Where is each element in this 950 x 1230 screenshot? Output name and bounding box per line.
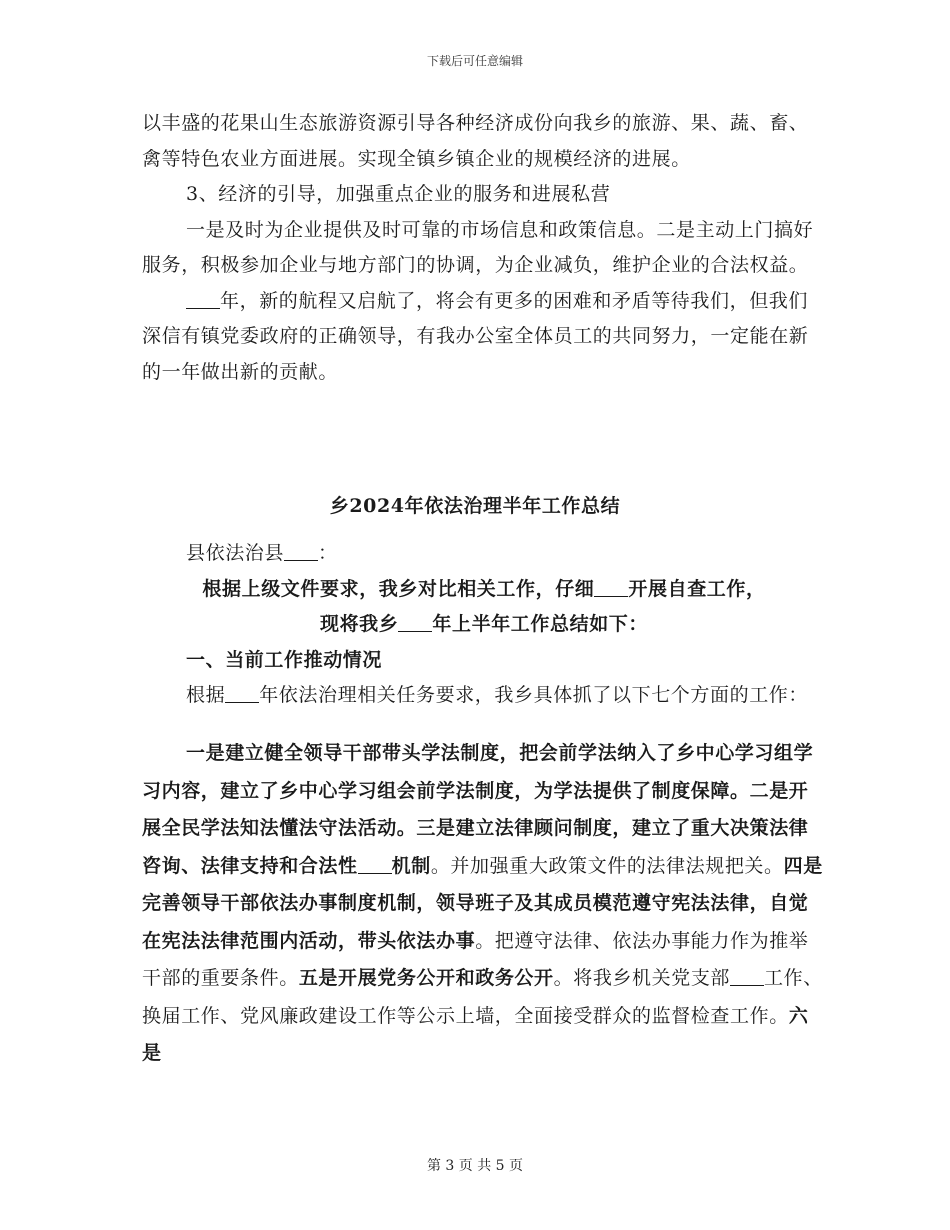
- section-intro: [142, 536, 826, 714]
- salutation: 县依法治县 ：: [186, 542, 338, 564]
- section-detail: [142, 735, 826, 1073]
- header-note: 下载后可任意编辑: [426, 54, 523, 68]
- page-number: 第 3 页 共 5 页: [426, 1158, 524, 1174]
- blank-line: [225, 684, 259, 703]
- blank-line: [730, 967, 764, 986]
- blank-line: [594, 578, 628, 597]
- paragraph: 根据 年依法治理相关任务要求，我乡具体抓了以下七个方面的工作：: [186, 684, 809, 706]
- paragraph: 年，新的航程又启航了，将会有更多的困难和矛盾等待我们，但我们深信有镇党委政府的正确领导，有我办公室全体员工的共同努力，一定能在新的一年做出新的贡献。: [142, 289, 809, 383]
- paragraph: 一是建立健全领导干部带头学法制度，把会前学法纳入了乡中心学习组学习内容，建立了乡中心学习组会前学法制度，为学法提供了制度保障。二是开展全民学法知法懂法守法活动。三是建立法律顾问制度，建立了重大决策法律咨询、法律支持和合法性 机制。并加强重大政策文件的法律法规把关。四是完善领导干部依法办事制度机制，领导班子及其成员模范遵守宪法法律，自觉在宪法法律范围内活动，带头依法办事。把遵守法律、依法办事能力作为推举干部的重要条件。五是开展党务公开和政务公开。将我乡机关党支部 工作、换届工作、党风廉政建设工作等公示上墙，全面接受群众的监督检查工作。六是: [142, 742, 823, 1064]
- paragraph: 一是及时为企业提供及时可靠的市场信息和政策信息。二是主动上门搞好服务，积极参加企业与地方部门的协调，为企业减负，维护企业的合法权益。: [142, 218, 814, 276]
- document-title: 乡2024年依法治理半年工作总结: [329, 495, 621, 517]
- blank-line: [358, 855, 392, 874]
- paragraph: 3、经济的引导，加强重点企业的服务和进展私营: [186, 183, 611, 205]
- blank-line: [398, 613, 432, 632]
- intro-line: 根据上级文件要求，我乡对比相关工作，仔细 开展自查工作，: [202, 577, 766, 600]
- section-heading: 一、当前工作推动情况: [186, 648, 383, 671]
- blank-line: [186, 290, 220, 309]
- blank-line: [284, 542, 318, 561]
- section-top: [142, 106, 826, 390]
- intro-line: 现将我乡 年上半年工作总结如下：: [319, 613, 648, 635]
- paragraph: 以丰盛的花果山生态旅游资源引导各种经济成份向我乡的旅游、果、蔬、畜、禽等特色农业方面进展。实现全镇乡镇企业的规模经济的进展。: [142, 112, 809, 170]
